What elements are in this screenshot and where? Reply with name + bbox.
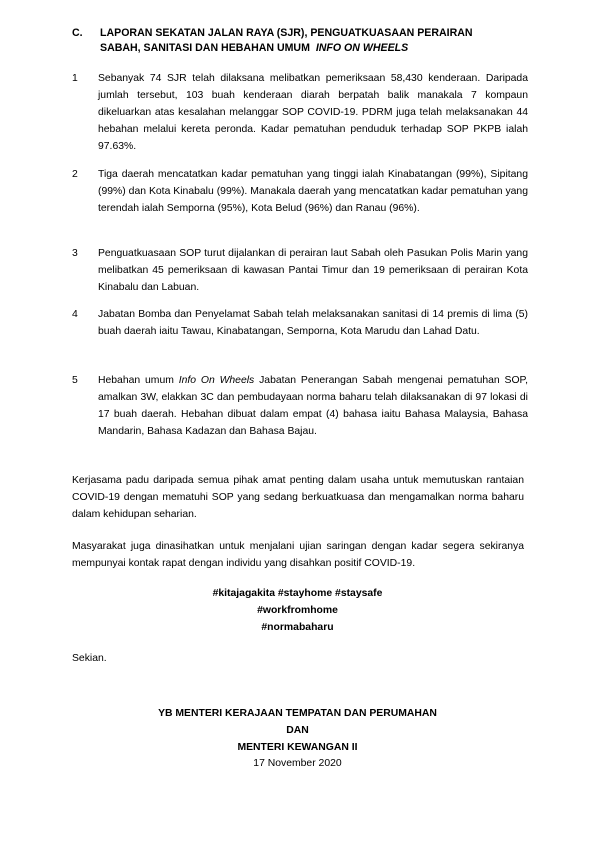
signature-line-1: YB MENTERI KERAJAAN TEMPATAN DAN PERUMAHAN (158, 708, 437, 719)
item-number: 1 (72, 73, 78, 84)
section-title-line1: LAPORAN SEKATAN JALAN RAYA (SJR), PENGUATKUASAAN PERAIRAN (100, 27, 473, 39)
item-number: 5 (72, 375, 78, 386)
list-item-5 (72, 372, 528, 440)
section-title-italic: INFO ON WHEELS (315, 42, 409, 54)
list-item-3 (72, 245, 528, 296)
item-text: Penguatkuasaan SOP turut dijalankan di perairan laut Sabah oleh Pasukan Polis Marin yang melibatkan 45 pemeriksaan di kawasan Pantai Timur dan 19 pemeriksaan di perairan Kota Kinabalu dan Labuan. (98, 248, 528, 293)
item-text: Jabatan Bomba dan Penyelamat Sabah telah melaksanakan sanitasi di 14 premis di lima (5) buah daerah iaitu Tawau, Kinabatangan, Semporna, Kota Marudu dan Lahad Datu. (98, 309, 528, 337)
hashtag-line-2: #workfromhome (257, 605, 338, 616)
item-number: 3 (72, 248, 78, 259)
list-item-2 (72, 166, 528, 217)
item-text-prefix: Hebahan umum (98, 375, 174, 386)
item-number: 4 (72, 309, 78, 320)
paragraph-cooperation: Kerjasama padu daripada semua pihak amat penting dalam usaha untuk memutuskan rantaian COVID-19 dengan mematuhi SOP yang sedang berkuatkuasa dan mengamalkan norma baharu dalam kehidupan seharian. (72, 475, 524, 520)
item-text-italic: Info On Wheels (178, 375, 255, 386)
signature-date: 17 November 2020 (253, 758, 342, 769)
hashtag-line-3: #normabaharu (261, 622, 334, 633)
item-text: Tiga daerah mencatatkan kadar pematuhan yang tinggi ialah Kinabatangan (99%), Sipitang (99%) dan Kota Kinabalu (99%). Manakala daerah yang mencatatkan kadar pematuhan yang terendah ialah Semporna (95%), Kota Belud (96%) dan Ranau (96%). (98, 169, 528, 214)
list-item-4 (72, 306, 528, 340)
section-title-line2: SABAH, SANITASI DAN HEBAHAN UMUM (100, 42, 310, 54)
closing-text: Sekian. (72, 653, 107, 664)
signature-line-2: DAN (286, 725, 309, 736)
item-text (98, 372, 528, 440)
signature-line-3: MENTERI KEWANGAN II (237, 742, 358, 753)
item-text-suffix: Jabatan Penerangan Sabah mengenai pematuhan SOP, amalkan 3W, elakkan 3C dan pembudayaan norma baharu telah dilaksanakan di 97 lokasi di 17 buah daerah. Hebahan dibuat dalam empat (4) bahasa iaitu Bahasa Malaysia, Bahasa Mandarin, Bahasa Kadazan dan Bahasa Bajau. (98, 375, 529, 437)
paragraph-screening: Masyarakat juga dinasihatkan untuk menjalani ujian saringan dengan kadar segera sekiranya mempunyai kontak rapat dengan individu yang disahkan positif COVID-19. (72, 541, 524, 569)
item-text: Sebanyak 74 SJR telah dilaksana melibatkan pemeriksaan 58,430 kenderaan. Daripada jumlah tersebut, 103 buah kenderaan diarah berpatah balik manakala 7 kompaun dikeluarkan atas kesalahan melanggar SOP COVID-19. PDRM juga telah melaksanakan 44 hebahan melalui kereta peronda. Kadar pematuhan penduduk terhadap SOP PKPB ialah 97.63%. (98, 73, 528, 152)
item-number: 2 (72, 169, 78, 180)
section-heading (72, 26, 532, 56)
list-item-1 (72, 70, 528, 155)
section-letter: C. (72, 27, 83, 39)
hashtag-line-1: #kitajagakita #stayhome #staysafe (212, 588, 383, 599)
